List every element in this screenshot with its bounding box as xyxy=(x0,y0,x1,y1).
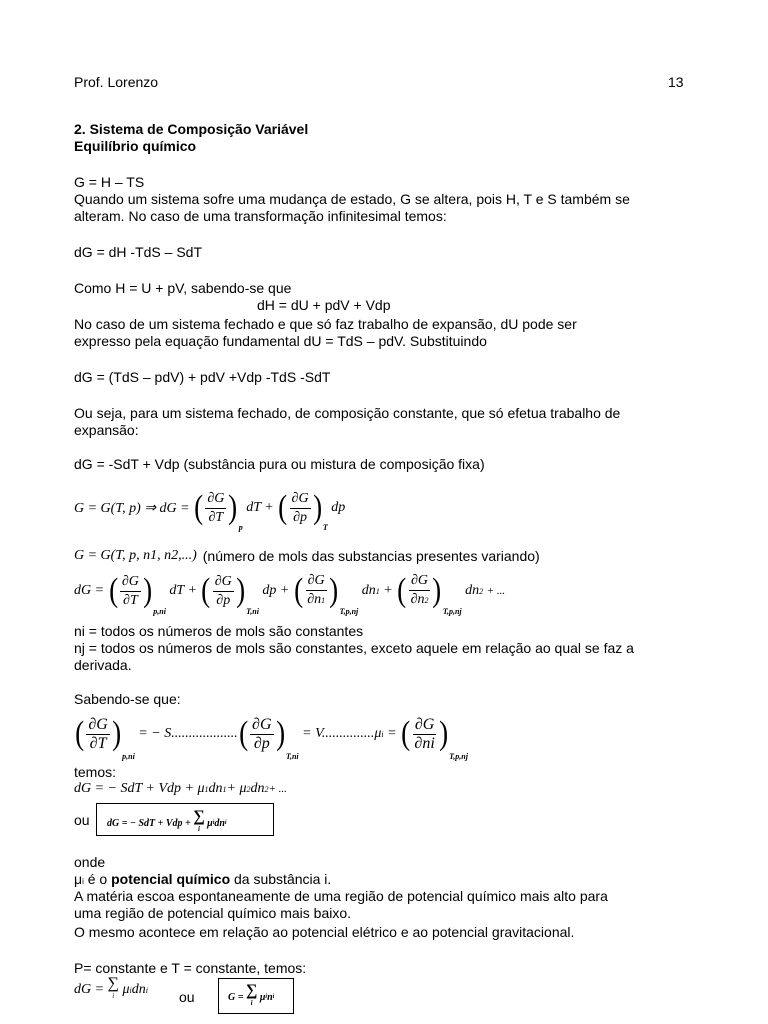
equation-partial-identities xyxy=(74,709,468,759)
equation-text: + xyxy=(383,583,393,598)
paragraph-line: expansão: xyxy=(74,422,139,438)
subscript: 1 xyxy=(222,784,227,794)
subscript: 2 xyxy=(424,596,429,605)
denominator: ∂n xyxy=(307,592,322,607)
numerator: ∂G xyxy=(213,574,234,592)
numerator: ∂G xyxy=(88,715,108,733)
g-definition: G = H – TS xyxy=(74,174,145,190)
paragraph-line: onde xyxy=(74,854,106,870)
paragraph-line: Ou seja, para um sistema fechado, de composição constante, que só efetua trabalho de xyxy=(74,405,621,421)
paragraph-line: alteram. No caso de uma transformação infinitesimal temos: xyxy=(74,208,447,224)
denominator: ∂T xyxy=(208,509,224,525)
equation-text: n xyxy=(267,991,273,1003)
partial-derivative: ( $\frac{\partial G}{\partial p}$ ) xyxy=(278,489,322,526)
numerator: ∂G xyxy=(252,715,272,733)
subscript: 1 xyxy=(204,784,209,794)
partial-derivative: ( $\frac{\partial G}{\partial T}$ ) xyxy=(194,489,238,526)
subscript: p xyxy=(238,523,243,532)
equation-text: G = xyxy=(228,991,244,1003)
paragraph-line: uma região de potencial químico mais baixo. xyxy=(74,905,352,921)
denominator: ∂T xyxy=(123,592,138,608)
page-number: 13 xyxy=(668,74,684,90)
equation-dg-substituted: dG = (TdS – pdV) + pdV +Vdp -TdS -SdT xyxy=(74,369,331,385)
equation-text: dT + xyxy=(169,583,197,598)
ni-definition: ni = todos os números de mols são constantes xyxy=(74,623,364,639)
subscript: T,ni xyxy=(246,607,259,616)
connector-text: ou xyxy=(179,989,195,1005)
definition-term: potencial químico xyxy=(111,871,231,887)
denominator: ∂T xyxy=(89,734,107,752)
equation-text: μ xyxy=(259,991,266,1003)
nj-definition: derivada. xyxy=(74,657,132,673)
subscript: T,ni xyxy=(285,752,299,761)
subscript: i xyxy=(212,820,215,826)
numerator: ∂G xyxy=(120,574,141,592)
sigma: ∑ xyxy=(107,975,119,992)
author-header: Prof. Lorenzo xyxy=(74,74,159,90)
partial-derivative: ( $\frac{\partial G}{\partial T}$ ) xyxy=(108,572,153,609)
equation-text: dn xyxy=(131,982,146,997)
numerator: ∂G xyxy=(306,573,327,591)
subscript: i xyxy=(265,994,268,1000)
section-subtitle: Equilíbrio químico xyxy=(74,138,197,154)
sigma: ∑ xyxy=(193,808,205,825)
equation-text: + μ xyxy=(226,781,247,796)
sigma: ∑ xyxy=(245,982,258,999)
numerator: ∂G xyxy=(409,573,430,591)
partial-derivative: ( $\frac{\partial G}{\partial n1}$ ) xyxy=(294,572,339,609)
definition-text: é o xyxy=(83,871,112,887)
summation-index: i xyxy=(197,825,200,833)
partial-derivative: ( $\frac{\partial G}{\partial ni}$ ) xyxy=(401,715,448,752)
partial-derivative: ( $\frac{\partial G}{\partial p}$ ) xyxy=(201,572,245,609)
subscript: 1 xyxy=(375,586,380,596)
equation-chemical-potential-sum xyxy=(74,781,287,797)
equation-text: = − S................... xyxy=(138,726,238,741)
paragraph-line: Quando um sistema sofre uma mudança de estado, G se altera, pois H, T e S também se xyxy=(74,191,630,207)
summation-symbol xyxy=(193,808,205,835)
numerator: ∂G xyxy=(290,491,311,509)
equation-total-differential xyxy=(74,486,345,530)
equation-text: = V...............μ xyxy=(302,726,382,741)
subscript: i xyxy=(224,820,227,826)
equation-full-differential xyxy=(74,568,505,614)
mu-symbol: μ xyxy=(74,871,83,887)
equation-text: dG = xyxy=(74,982,105,997)
denominator: ∂ni xyxy=(414,734,435,752)
denominator: ∂p xyxy=(216,592,231,608)
numerator: ∂G xyxy=(205,491,226,509)
paragraph-line: Como H = U + pV, sabendo-se que xyxy=(74,280,292,296)
equation-text: dn xyxy=(361,583,376,598)
denominator: ∂n xyxy=(410,592,425,607)
subscript: p,ni xyxy=(122,752,135,761)
paragraph-line: Sabendo-se que: xyxy=(74,691,181,707)
subscript: 2 xyxy=(246,784,251,794)
subscript: 2 xyxy=(479,586,484,596)
summation-symbol xyxy=(107,975,119,1002)
equation-text: dn xyxy=(214,817,225,829)
subscript: T,p,nj xyxy=(449,752,468,761)
equation-dg: dG = dH -TdS – SdT xyxy=(74,244,202,260)
equation-dg-fixed: dG = -SdT + Vdp (substância pura ou mistura de composição fixa) xyxy=(74,456,485,472)
equation-text: = xyxy=(387,726,397,741)
partial-derivative: ( $\frac{\partial G}{\partial T}$ ) xyxy=(75,715,121,752)
equation-text: dT + xyxy=(246,500,274,515)
connector-text: ou xyxy=(74,812,90,828)
equation-text: + ... xyxy=(268,783,287,795)
equation-text: dp xyxy=(331,500,346,515)
denominator: ∂p xyxy=(253,734,270,752)
equation-text: dn xyxy=(208,781,223,796)
paragraph-line: A matéria escoa espontaneamente de uma região de potencial químico mais alto para xyxy=(74,888,608,904)
equation-text: dp + xyxy=(262,583,290,598)
paragraph-line: temos: xyxy=(74,764,117,780)
paragraph-line: O mesmo acontece em relação ao potencial elétrico e ao potencial gravitacional. xyxy=(74,924,575,940)
subscript: T xyxy=(322,523,328,532)
subscript: i xyxy=(272,994,275,1000)
subscript: i xyxy=(129,985,132,995)
numerator: ∂G xyxy=(414,715,435,733)
equation-note: (número de mols das substancias presentes variando) xyxy=(202,548,540,564)
equation-text: dn xyxy=(465,583,480,598)
equation-text: dG = − SdT + Vdp + xyxy=(107,817,191,829)
section-title: 2. Sistema de Composição Variável xyxy=(74,121,309,137)
equation-text: + ... xyxy=(486,585,506,597)
equation-constant-pt xyxy=(74,975,148,1002)
summation-index: i xyxy=(250,999,253,1007)
nj-definition: nj = todos os números de mols são constantes, exceto aquele em relação ao qual se faz a xyxy=(74,640,634,656)
subscript: 2 xyxy=(264,784,269,794)
equation-text: dG = xyxy=(74,583,105,598)
equation-text: G = G(T, p) ⇒ dG = xyxy=(74,500,190,516)
subscript: i xyxy=(381,729,384,739)
subscript: 1 xyxy=(321,596,326,605)
equation-text: dG = − SdT + Vdp + μ xyxy=(74,781,205,796)
boxed-equation-content xyxy=(228,982,275,1009)
boxed-equation xyxy=(96,803,274,836)
paragraph-line: No caso de um sistema fechado e que só faz trabalho de expansão, dU pode ser xyxy=(74,316,577,332)
paragraph-line: expresso pela equação fundamental dU = TdS – pdV. Substituindo xyxy=(74,333,487,349)
summation-symbol xyxy=(245,982,258,1009)
boxed-equation xyxy=(218,978,294,1014)
boxed-equation-content xyxy=(107,808,227,835)
partial-derivative: ( $\frac{\partial G}{\partial n2}$ ) xyxy=(397,572,442,609)
subscript: i xyxy=(82,877,84,886)
paragraph-line: P= constante e T = constante, temos: xyxy=(74,960,307,976)
subscript: T,p,nj xyxy=(339,607,359,616)
subscript: p,ni xyxy=(153,607,166,616)
equation-text: dn xyxy=(250,781,265,796)
equation-g-function xyxy=(74,548,540,564)
subscript: i xyxy=(145,985,148,995)
equation-text: G = G(T, p, n1, n2,...) xyxy=(74,548,197,563)
subscript: T,p,nj xyxy=(442,607,462,616)
denominator: ∂p xyxy=(293,509,307,525)
partial-derivative: ( $\frac{\partial G}{\partial p}$ ) xyxy=(238,715,285,752)
summation-index: i xyxy=(112,992,115,1000)
definition-text: da substância i. xyxy=(230,871,332,887)
equation-text: μ xyxy=(122,982,130,997)
equation-text: μ xyxy=(207,817,213,829)
equation-dh: dH = dU + pdV + Vdp xyxy=(257,297,391,313)
